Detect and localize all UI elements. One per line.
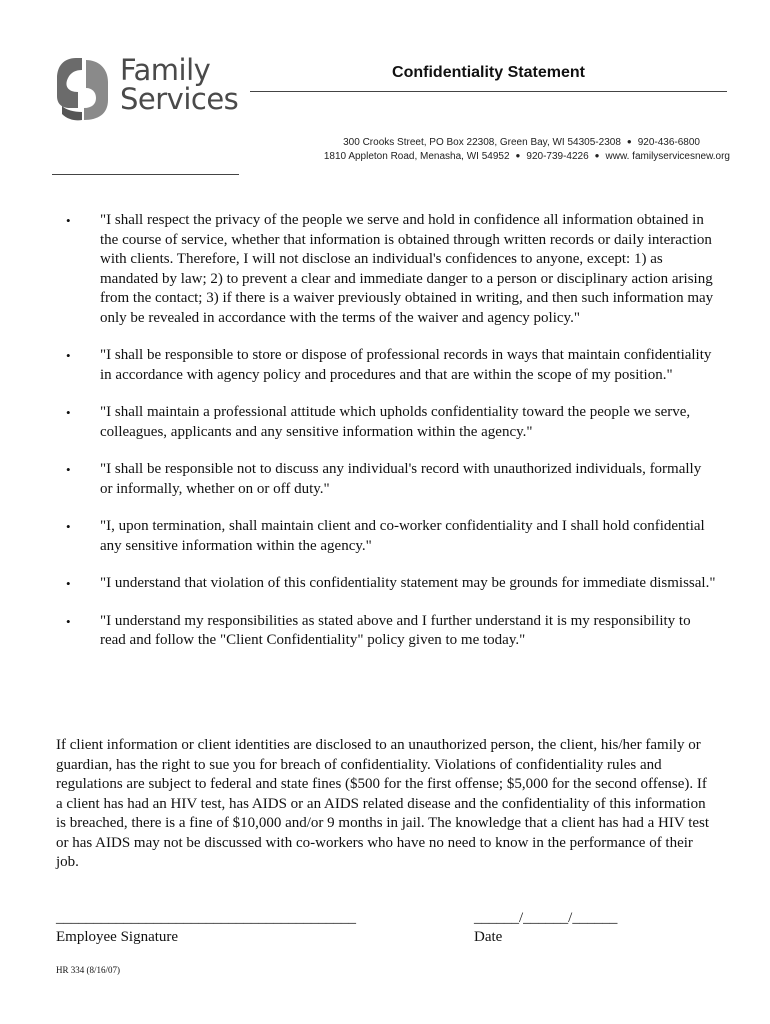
date-line[interactable]: ______/______/______ (474, 910, 618, 926)
address-2-street: 1810 Appleton Road, Menasha, WI 54952 (323, 151, 510, 162)
document-title: Confidentiality Statement (392, 64, 585, 81)
bullet-icon: • (66, 576, 71, 591)
list-item (56, 403, 716, 442)
statement-list (56, 211, 716, 669)
address-1-street: 300 Crooks Street, PO Box 22308, Green Bay, WI 54305-2308 (343, 137, 621, 148)
list-item (56, 574, 716, 594)
address-line-2 (324, 151, 730, 162)
statement-text: "I, upon termination, shall maintain client and co-worker confidentiality and I shall hold confidential any sensitive information within the agency." (100, 518, 705, 554)
family-services-logo-icon (54, 56, 112, 122)
logo-line-1: Family (120, 53, 211, 87)
statement-text: "I shall maintain a professional attitude which upholds confidentiality toward the people we serve, colleagues, applicants and any sensitive information within the agency." (100, 404, 691, 440)
bullet-icon: • (66, 405, 71, 420)
family-services-logo (54, 53, 244, 122)
list-item (56, 612, 716, 651)
address-2-phone: 920-739-4226 (526, 151, 589, 162)
logo-line-2: Services (120, 82, 239, 116)
bullet-icon: • (66, 348, 71, 363)
statement-text: "I understand my responsibilities as stated above and I further understand it is my responsibility to read and follow the "Client Confidentiality" policy given to me today." (100, 612, 691, 648)
logo-wordmark (120, 53, 239, 116)
list-item (56, 517, 716, 556)
legal-paragraph: If client information or client identities are disclosed to an unauthorized person, the client, his/her family or guardian, has the right to sue you for breach of confidentiality. Violations of confidentiality rules and regulations are subject to federal and state fines ($500 for the first offense; $5,000 for the second offense). If a client has had an HIV test, has AIDS or an AIDS related disease and the confidentiality of this information is breached, there is a fine of $10,000 and/or 9 months in jail. The knowledge that a client has had a HIV test or has AIDS may not be discussed with co-workers who have no need to know in the performance of their job. (56, 737, 710, 870)
bullet-dot-icon: ● (626, 137, 632, 146)
list-item (56, 211, 716, 328)
form-number: HR 334 (8/16/07) (56, 965, 120, 975)
address-1-phone: 920-436-6800 (637, 137, 700, 148)
statement-text: "I shall respect the privacy of the people we serve and hold in confidence all information obtained in the course of service, whether that information is obtained through written records or daily interaction with clients. Therefore, I will not disclose an individual's confidences to anyone, except: 1) as mandated by law; 2) to prevent a clear and immediate danger to a person or disciplinary action arising from the contact; 3) if there is a waiver previously obtained in writing, and then such information may only be revealed in accordance with the terms of the waiver and agency policy." (100, 212, 714, 326)
bullet-dot-icon: ● (515, 151, 521, 160)
list-item (56, 460, 716, 499)
address-line-1 (343, 137, 700, 148)
signature-line[interactable]: ________________________________________ (56, 910, 356, 926)
signature-label: Employee Signature (56, 929, 179, 945)
date-label: Date (474, 929, 503, 945)
bullet-icon: • (66, 613, 71, 629)
list-item (56, 346, 716, 385)
logo-underline (52, 174, 239, 175)
website: www. familyservicesnew.org (605, 151, 730, 162)
statement-text: "I shall be responsible to store or dispose of professional records in ways that maintain confidentiality in accordance with agency policy and procedures and that are within the scope of my position." (100, 347, 712, 383)
bullet-icon: • (66, 519, 71, 534)
title-underline (250, 91, 727, 92)
bullet-icon: • (66, 462, 71, 477)
statement-text: "I understand that violation of this confidentiality statement may be grounds for immediate dismissal." (100, 575, 716, 591)
statement-text: "I shall be responsible not to discuss any individual's record with unauthorized individuals, formally or informally, whether on or off duty." (100, 461, 702, 497)
bullet-icon: • (66, 213, 71, 228)
bullet-dot-icon: ● (594, 151, 600, 160)
